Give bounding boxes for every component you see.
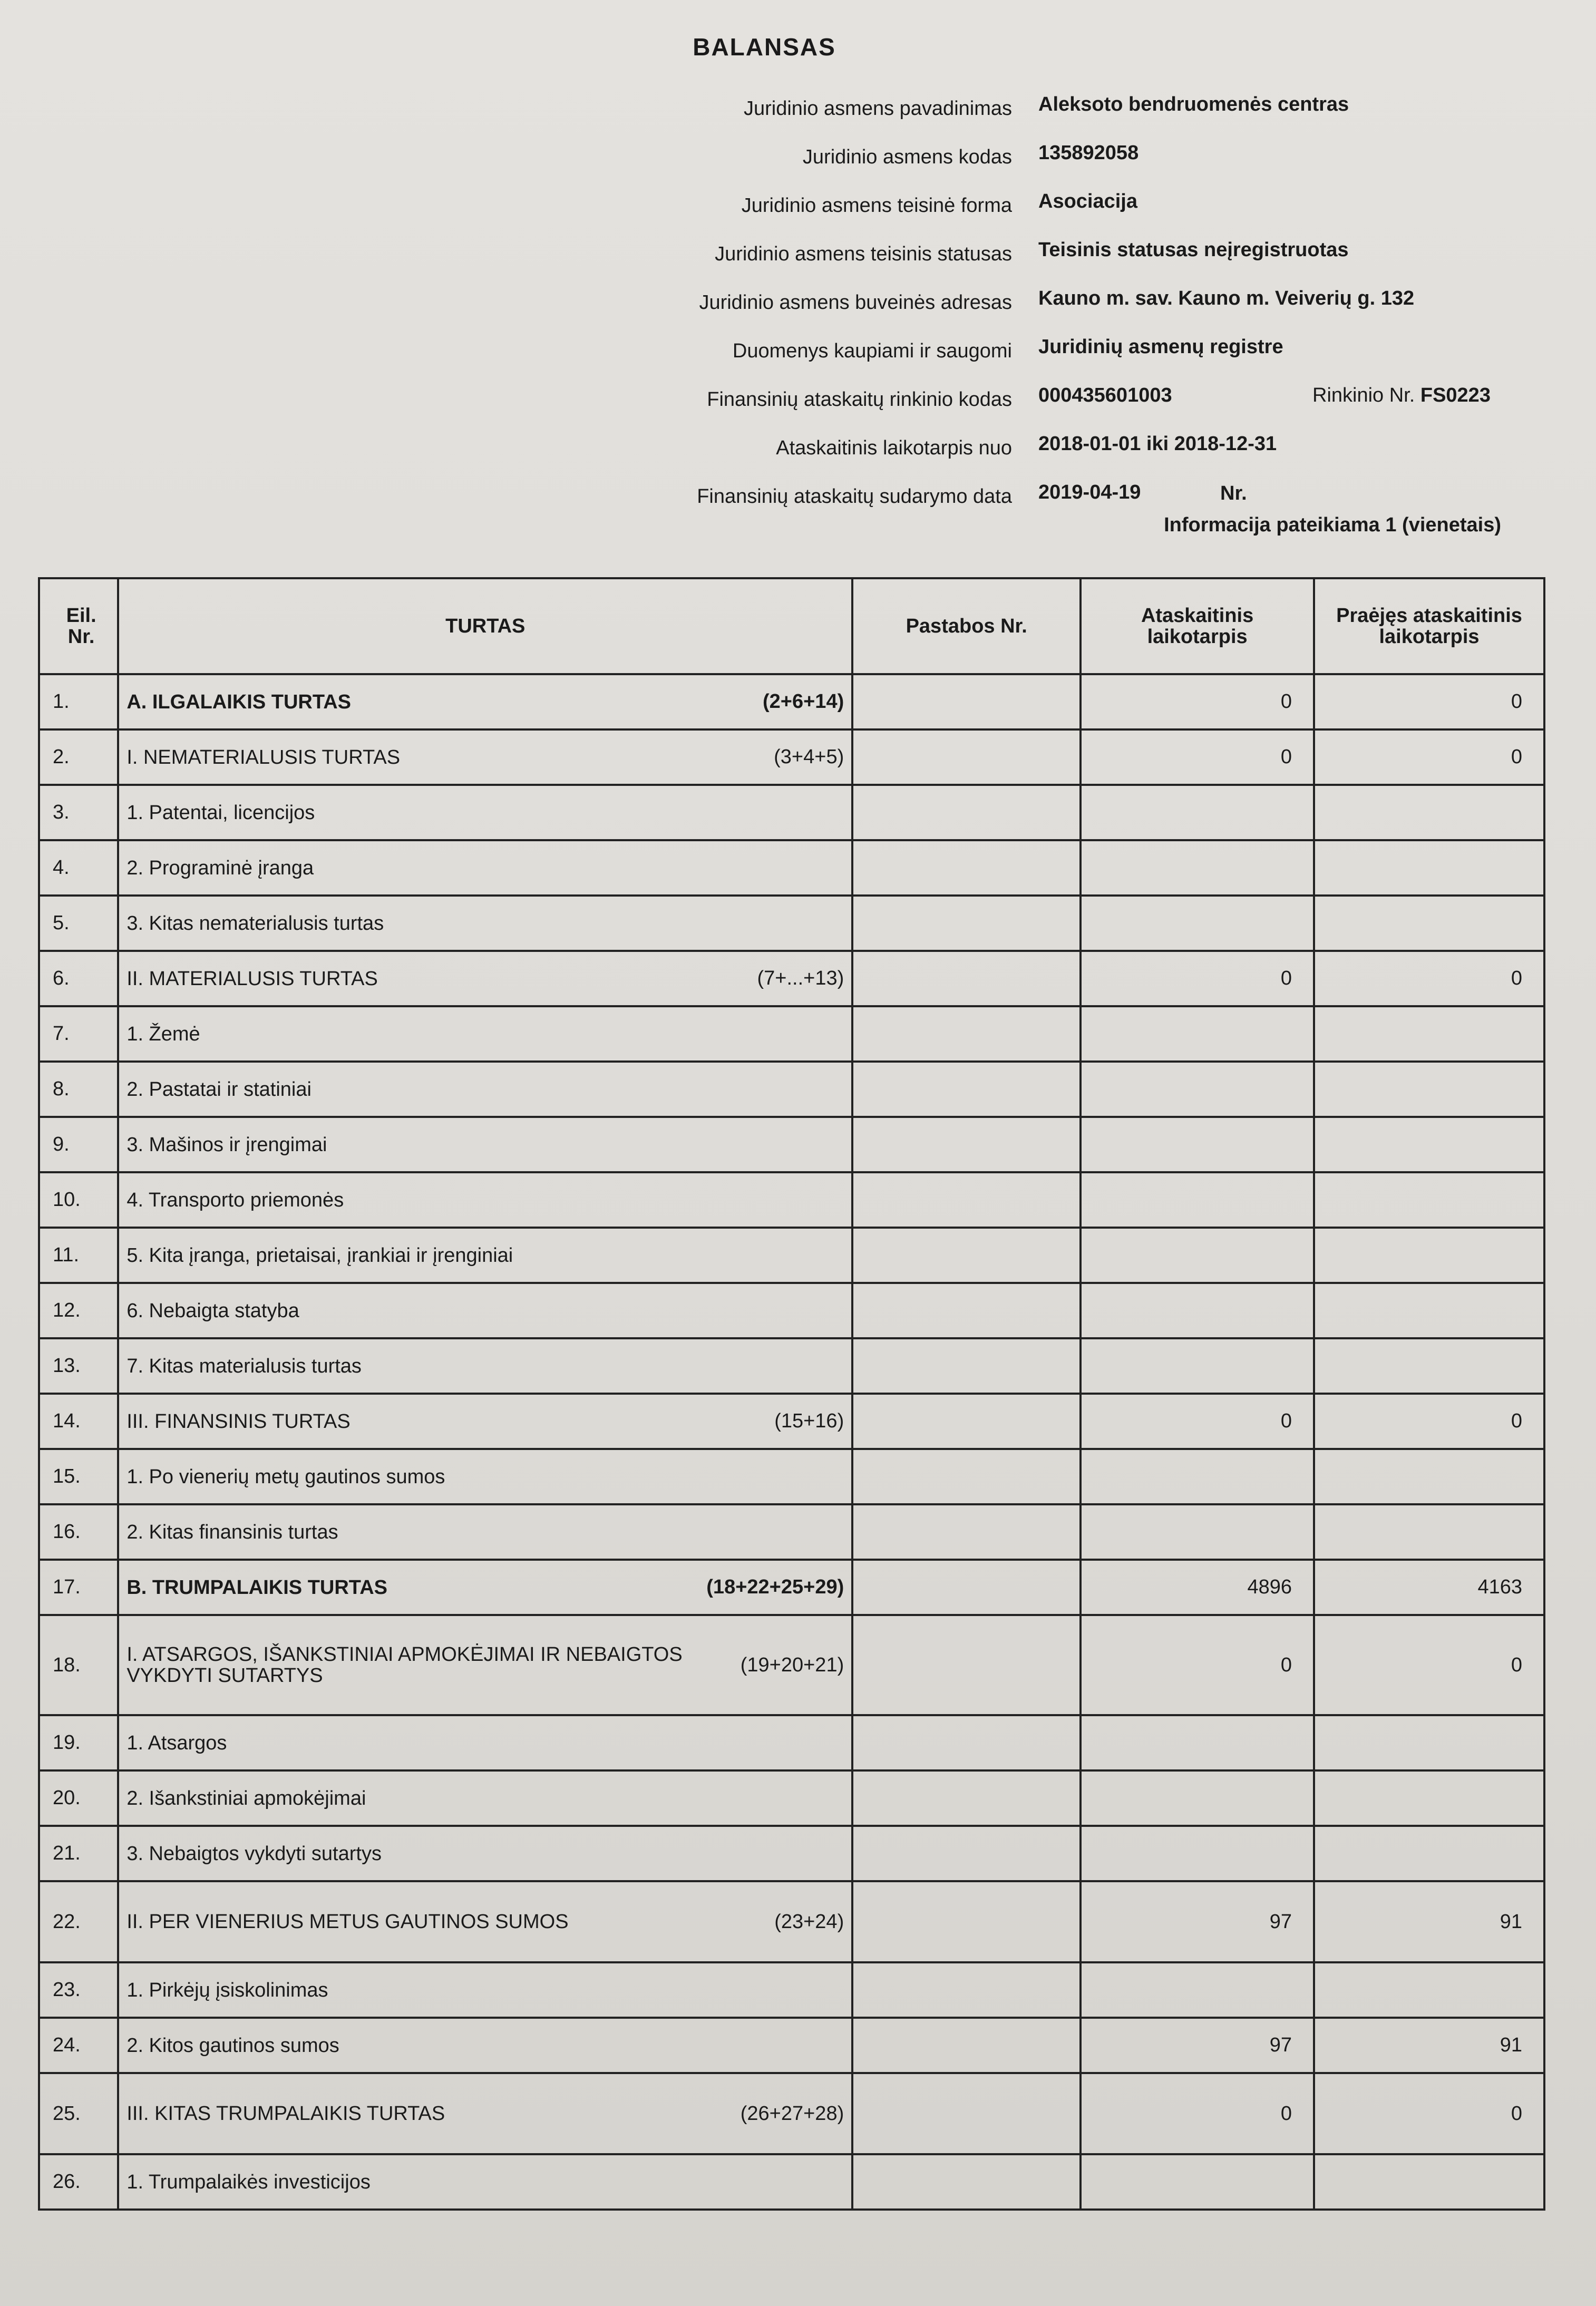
row-number: 23. (39, 1962, 118, 2018)
row-label-cell (118, 1283, 852, 1338)
row-formula: (23+24) (774, 1910, 844, 1933)
table-row (39, 1962, 1544, 2018)
row-label-wrap (126, 1733, 844, 1754)
row-label: II. PER VIENERIUS METUS GAUTINOS SUMOS (126, 1911, 569, 1933)
row-label-wrap (126, 2172, 844, 2193)
row-current-value: 0 (1081, 729, 1314, 785)
header-name: TURTAS (118, 578, 852, 674)
row-previous-value (1314, 2154, 1544, 2210)
row-previous-value (1314, 1283, 1544, 1338)
table-row (39, 1006, 1544, 1062)
row-label: I. ATSARGOS, IŠANKSTINIAI APMOKĖJIMAI IR NEBAIGTOS VYKDYTI SUTARTYS (126, 1643, 683, 1687)
row-label: 1. Žemė (126, 1023, 200, 1045)
row-number: 3. (39, 785, 118, 840)
row-note (852, 2154, 1081, 2210)
row-current-value (1081, 1172, 1314, 1228)
row-label: 1. Pirkėjų įsiskolinimas (126, 1979, 328, 2001)
row-label-wrap (126, 1410, 844, 1433)
row-current-value: 97 (1081, 2018, 1314, 2073)
table-row (39, 1560, 1544, 1615)
row-label: 2. Programinė įranga (126, 857, 314, 879)
row-label-wrap (126, 913, 844, 934)
row-current-value (1081, 1283, 1314, 1338)
row-current-value (1081, 896, 1314, 951)
row-label-cell (118, 729, 852, 785)
row-number: 26. (39, 2154, 118, 2210)
meta-value: 135892058 (1038, 142, 1139, 164)
row-label-cell (118, 951, 852, 1006)
row-label: 6. Nebaigta statyba (126, 1299, 299, 1322)
meta-row-address (264, 281, 1581, 329)
row-previous-value (1314, 1338, 1544, 1394)
row-label: 2. Pastatai ir statiniai (126, 1078, 312, 1101)
row-note (852, 1394, 1081, 1449)
row-label-cell (118, 2154, 852, 2210)
row-number: 17. (39, 1560, 118, 1615)
meta-row-period (264, 426, 1581, 475)
row-label: II. MATERIALUSIS TURTAS (126, 967, 378, 990)
row-label-cell (118, 840, 852, 896)
table-row (39, 2018, 1544, 2073)
row-label-cell (118, 1615, 852, 1715)
row-label-cell (118, 1338, 852, 1394)
table-header-row (39, 578, 1544, 674)
row-note (852, 1715, 1081, 1770)
row-label-cell (118, 2073, 852, 2154)
row-current-value (1081, 1504, 1314, 1560)
row-previous-value (1314, 1826, 1544, 1881)
row-formula: (2+6+14) (763, 690, 844, 713)
row-note (852, 1172, 1081, 1228)
row-label-wrap (126, 1300, 844, 1321)
meta-label: Juridinio asmens buveinės adresas (699, 291, 1012, 314)
row-previous-value: 91 (1314, 1881, 1544, 1962)
row-label-wrap (126, 1245, 844, 1266)
table-body (39, 674, 1544, 2210)
row-current-value: 97 (1081, 1881, 1314, 1962)
row-label-cell (118, 1394, 852, 1449)
row-number: 2. (39, 729, 118, 785)
meta-label: Juridinio asmens pavadinimas (743, 98, 1012, 120)
row-note (852, 1770, 1081, 1826)
row-label-cell (118, 1449, 852, 1504)
meta-row-set-code (264, 378, 1581, 426)
row-label: I. NEMATERIALUSIS TURTAS (126, 746, 401, 768)
row-number: 8. (39, 1062, 118, 1117)
row-previous-value (1314, 1006, 1544, 1062)
row-label-cell (118, 674, 852, 729)
row-label: A. ILGALAIKIS TURTAS (126, 690, 352, 713)
row-note (852, 1117, 1081, 1172)
row-note (852, 1006, 1081, 1062)
row-number: 18. (39, 1615, 118, 1715)
row-note (852, 1881, 1081, 1962)
row-number: 4. (39, 840, 118, 896)
row-current-value (1081, 1449, 1314, 1504)
row-previous-value (1314, 1504, 1544, 1560)
row-label-wrap (126, 746, 844, 768)
row-note (852, 1615, 1081, 1715)
table-row (39, 1770, 1544, 1826)
table-row (39, 1881, 1544, 1962)
meta-row-registry (264, 329, 1581, 378)
row-current-value (1081, 1228, 1314, 1283)
row-current-value (1081, 1006, 1314, 1062)
table-row (39, 1228, 1544, 1283)
rinkinio-label: Rinkinio Nr. (1312, 384, 1415, 406)
row-previous-value: 0 (1314, 951, 1544, 1006)
meta-row-code (264, 135, 1581, 184)
row-note (852, 1228, 1081, 1283)
row-current-value (1081, 1770, 1314, 1826)
row-label-cell (118, 1826, 852, 1881)
row-current-value: 4896 (1081, 1560, 1314, 1615)
meta-row-legal-form (264, 184, 1581, 232)
row-number: 10. (39, 1172, 118, 1228)
row-label-cell (118, 2018, 852, 2073)
nr-label: Nr. (1220, 482, 1247, 504)
row-previous-value (1314, 785, 1544, 840)
row-note (852, 785, 1081, 840)
table-row (39, 951, 1544, 1006)
meta-value: Juridinių asmenų registre (1038, 336, 1283, 358)
row-current-value: 0 (1081, 2073, 1314, 2154)
row-label-wrap (126, 1788, 844, 1809)
row-current-value (1081, 1117, 1314, 1172)
row-label-cell (118, 785, 852, 840)
row-note (852, 1449, 1081, 1504)
row-number: 5. (39, 896, 118, 951)
meta-value: Teisinis statusas neįregistruotas (1038, 239, 1349, 261)
row-previous-value (1314, 1062, 1544, 1117)
row-number: 20. (39, 1770, 118, 1826)
row-label: 3. Mašinos ir įrengimai (126, 1133, 327, 1156)
row-previous-value: 0 (1314, 1394, 1544, 1449)
row-label-wrap (126, 1079, 844, 1100)
row-label: 4. Transporto priemonės (126, 1189, 344, 1211)
row-number: 11. (39, 1228, 118, 1283)
row-label: 2. Kitos gautinos sumos (126, 2034, 339, 2057)
row-number: 16. (39, 1504, 118, 1560)
row-formula: (15+16) (774, 1410, 844, 1432)
row-label-wrap (126, 1190, 844, 1211)
row-previous-value (1314, 1172, 1544, 1228)
row-number: 9. (39, 1117, 118, 1172)
row-label-wrap (126, 858, 844, 879)
row-number: 12. (39, 1283, 118, 1338)
rinkinio-number (1312, 384, 1491, 407)
row-number: 13. (39, 1338, 118, 1394)
header-note: Pastabos Nr. (852, 578, 1081, 674)
row-number: 21. (39, 1826, 118, 1881)
row-label: 3. Nebaigtos vykdyti sutartys (126, 1842, 382, 1865)
table-row (39, 840, 1544, 896)
table-row (39, 1449, 1544, 1504)
row-label: 2. Kitas finansinis turtas (126, 1521, 338, 1543)
row-previous-value (1314, 1449, 1544, 1504)
row-label-wrap (126, 1134, 844, 1155)
row-label: 1. Atsargos (126, 1731, 227, 1754)
row-label: 5. Kita įranga, prietaisai, įrankiai ir įrenginiai (126, 1244, 513, 1267)
row-note (852, 729, 1081, 785)
row-note (852, 1962, 1081, 2018)
row-note (852, 2073, 1081, 2154)
meta-value: 000435601003 (1038, 384, 1172, 406)
table-row (39, 1615, 1544, 1715)
meta-row-name (264, 87, 1581, 135)
row-note (852, 1062, 1081, 1117)
row-label-wrap (126, 2035, 844, 2056)
row-label: B. TRUMPALAIKIS TURTAS (126, 1576, 387, 1599)
row-number: 19. (39, 1715, 118, 1770)
row-formula: (19+20+21) (740, 1653, 844, 1676)
row-label: 1. Patentai, licencijos (126, 801, 315, 824)
row-previous-value: 0 (1314, 674, 1544, 729)
meta-label: Ataskaitinis laikotarpis nuo (776, 437, 1012, 459)
row-label-cell (118, 1560, 852, 1615)
row-previous-value (1314, 840, 1544, 896)
row-current-value (1081, 1826, 1314, 1881)
row-label: 3. Kitas nematerialusis turtas (126, 912, 384, 935)
table-row (39, 896, 1544, 951)
header-current: Ataskaitinis laikotarpis (1081, 578, 1314, 674)
row-current-value (1081, 785, 1314, 840)
table-row (39, 1826, 1544, 1881)
row-previous-value (1314, 1228, 1544, 1283)
row-number: 7. (39, 1006, 118, 1062)
table-row (39, 1504, 1544, 1560)
row-previous-value (1314, 1715, 1544, 1770)
row-current-value: 0 (1081, 1615, 1314, 1715)
row-note (852, 840, 1081, 896)
row-previous-value: 0 (1314, 729, 1544, 785)
row-note (852, 1826, 1081, 1881)
row-label-wrap (126, 1644, 844, 1686)
row-label-cell (118, 1062, 852, 1117)
row-label-cell (118, 1770, 852, 1826)
row-label-cell (118, 1117, 852, 1172)
row-formula: (26+27+28) (740, 2102, 844, 2125)
table-row (39, 1117, 1544, 1172)
rinkinio-value: FS0223 (1420, 384, 1491, 406)
row-label: 7. Kitas materialusis turtas (126, 1355, 362, 1377)
row-label-cell (118, 1006, 852, 1062)
meta-value: Kauno m. sav. Kauno m. Veiverių g. 132 (1038, 287, 1415, 309)
entity-details (264, 87, 1581, 523)
row-current-value (1081, 840, 1314, 896)
row-current-value: 0 (1081, 951, 1314, 1006)
row-number: 6. (39, 951, 118, 1006)
balance-table (38, 577, 1545, 2211)
meta-label: Finansinių ataskaitų rinkinio kodas (707, 388, 1012, 411)
table-row (39, 2073, 1544, 2154)
row-note (852, 1504, 1081, 1560)
table-row (39, 785, 1544, 840)
row-number: 22. (39, 1881, 118, 1962)
row-formula: (3+4+5) (774, 746, 844, 768)
row-current-value (1081, 1338, 1314, 1394)
table-row (39, 1338, 1544, 1394)
row-number: 25. (39, 2073, 118, 2154)
row-label-wrap (126, 2103, 844, 2125)
row-label: 1. Po vienerių metų gautinos sumos (126, 1465, 445, 1488)
row-current-value (1081, 1962, 1314, 2018)
row-formula: (18+22+25+29) (706, 1576, 844, 1598)
header-previous: Praėjęs ataskaitinis laikotarpis (1314, 578, 1544, 674)
table-row (39, 1172, 1544, 1228)
meta-value: Aleksoto bendruomenės centras (1038, 93, 1349, 115)
row-previous-value: 0 (1314, 1615, 1544, 1715)
row-label: III. FINANSINIS TURTAS (126, 1410, 351, 1433)
row-label-wrap (126, 1576, 844, 1599)
row-label-wrap (126, 1356, 844, 1377)
meta-label: Duomenys kaupiami ir saugomi (732, 340, 1012, 362)
row-note (852, 1560, 1081, 1615)
row-label-wrap (126, 1843, 844, 1864)
meta-value: 2018-01-01 iki 2018-12-31 (1038, 433, 1277, 455)
meta-value: 2019-04-19 (1038, 481, 1141, 503)
row-label: III. KITAS TRUMPALAIKIS TURTAS (126, 2103, 445, 2125)
row-number: 15. (39, 1449, 118, 1504)
row-label-wrap (126, 802, 844, 823)
meta-label: Juridinio asmens teisinis statusas (715, 243, 1012, 265)
row-label-cell (118, 1962, 852, 2018)
row-current-value: 0 (1081, 674, 1314, 729)
row-previous-value (1314, 1770, 1544, 1826)
row-label: 2. Išankstiniai apmokėjimai (126, 1787, 366, 1809)
meta-label: Juridinio asmens teisinė forma (741, 194, 1012, 217)
row-label-wrap (126, 1980, 844, 2001)
row-label-cell (118, 1504, 852, 1560)
table-row (39, 2154, 1544, 2210)
row-current-value (1081, 1062, 1314, 1117)
row-previous-value (1314, 1117, 1544, 1172)
table-row (39, 674, 1544, 729)
row-number: 24. (39, 2018, 118, 2073)
meta-label: Juridinio asmens kodas (802, 146, 1012, 168)
table-row (39, 1062, 1544, 1117)
row-previous-value (1314, 896, 1544, 951)
row-note (852, 1338, 1081, 1394)
table-row (39, 1715, 1544, 1770)
meta-label: Finansinių ataskaitų sudarymo data (697, 485, 1012, 508)
row-previous-value: 0 (1314, 2073, 1544, 2154)
row-previous-value: 4163 (1314, 1560, 1544, 1615)
row-label-cell (118, 1881, 852, 1962)
row-current-value (1081, 2154, 1314, 2210)
row-label-cell (118, 1172, 852, 1228)
row-note (852, 674, 1081, 729)
row-note (852, 1283, 1081, 1338)
table-row (39, 1283, 1544, 1338)
row-number: 1. (39, 674, 118, 729)
row-label-wrap (126, 690, 844, 713)
header-nr: Eil. Nr. (39, 578, 118, 674)
table-row (39, 1394, 1544, 1449)
row-note (852, 2018, 1081, 2073)
row-label-wrap (126, 1466, 844, 1487)
document-title: BALANSAS (693, 33, 836, 61)
meta-row-legal-status (264, 232, 1581, 281)
row-current-value: 0 (1081, 1394, 1314, 1449)
row-label-wrap (126, 1522, 844, 1543)
units-info: Informacija pateikiama 1 (vienetais) (1164, 514, 1501, 536)
row-label-cell (118, 896, 852, 951)
row-label-cell (118, 1228, 852, 1283)
row-formula: (7+...+13) (757, 967, 844, 989)
table-row (39, 729, 1544, 785)
row-label-wrap (126, 1911, 844, 1933)
row-previous-value (1314, 1962, 1544, 2018)
row-label-wrap (126, 1024, 844, 1045)
row-previous-value: 91 (1314, 2018, 1544, 2073)
meta-value: Asociacija (1038, 190, 1137, 212)
row-note (852, 951, 1081, 1006)
row-note (852, 896, 1081, 951)
row-label: 1. Trumpalaikės investicijos (126, 2171, 371, 2193)
row-label-wrap (126, 967, 844, 990)
row-number: 14. (39, 1394, 118, 1449)
row-current-value (1081, 1715, 1314, 1770)
row-label-cell (118, 1715, 852, 1770)
